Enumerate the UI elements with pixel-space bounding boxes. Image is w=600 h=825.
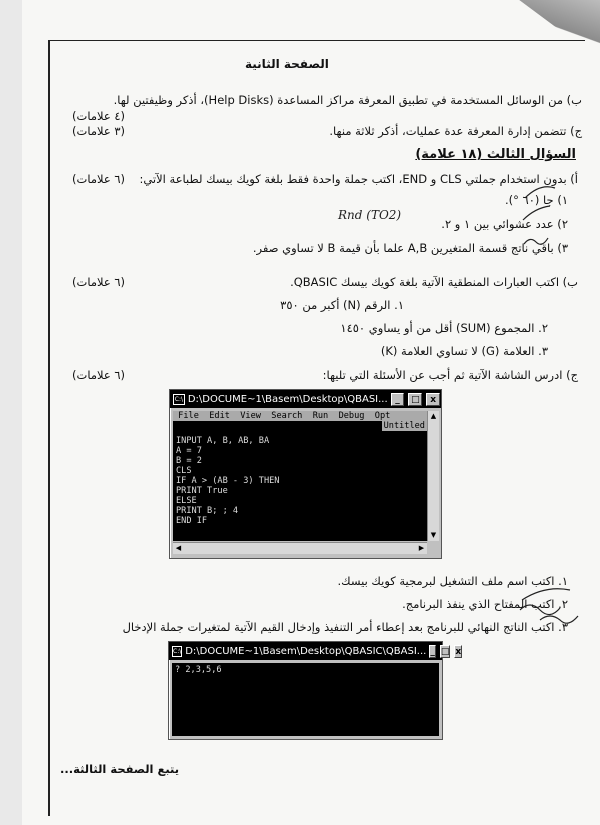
question-3a: أ) بدون استخدام جملتي CLS و END، اكتب جملة واحدة فقط بلغة كويك بيسك لطباعة الآتي: xyxy=(139,172,578,186)
output-screen xyxy=(172,663,439,736)
minimize-button[interactable]: _ xyxy=(391,393,405,406)
question-3c: ج) ادرس الشاشة الآتية ثم أجب عن الأسئلة التي تليها: xyxy=(322,368,578,382)
minimize-button[interactable]: _ xyxy=(430,646,435,657)
code-area[interactable]: INPUT A, B, AB, BA A = 7 B = 2 CLS IF A > (AB - 3) THEN PRINT True ELSE PRINT B; ; 4 END IF xyxy=(176,436,280,526)
question-3c-marks: (٦ علامات) xyxy=(72,368,126,382)
vertical-scrollbar[interactable] xyxy=(427,411,439,541)
close-button[interactable]: x xyxy=(455,646,462,657)
horizontal-scrollbar[interactable] xyxy=(173,542,427,554)
question-3-title: السؤال الثالث (١٨ علامة) xyxy=(415,147,576,162)
check-marks-right-margin xyxy=(520,178,560,258)
editor-screen[interactable] xyxy=(173,411,427,541)
question-b1-marks: (٤ علامات) xyxy=(72,109,126,123)
window-title-bar xyxy=(170,390,441,408)
question-b1: ب) من الوسائل المستخدمة في تطبيق المعرفة مراكز المساعدة (Help Disks)، أذكر وظيفتين لها. xyxy=(113,93,582,107)
qbasic-editor-window xyxy=(169,389,442,559)
question-3a-item-3: ٣) باقي ناتج قسمة المتغيرين A,B علما بأن قيمة B لا تساوي صفر. xyxy=(252,241,568,255)
dos-icon: C:\ xyxy=(174,395,184,403)
window-title: D:\DOCUME~1\Basem\Desktop\QBASI... xyxy=(187,393,388,405)
question-3c-item-2: ٢. اكتب المفتاح الذي ينفذ البرنامج. xyxy=(402,597,568,611)
scroll-up-icon[interactable]: ▲ xyxy=(430,412,437,420)
question-c1-marks: (٣ علامات) xyxy=(72,124,126,138)
output-window-title: D:\DOCUME~1\Basem\Desktop\QBASIC\QBASI... xyxy=(185,645,427,657)
check-marks-lower-margin xyxy=(520,580,600,640)
question-3a-item-1: ١) جا (٦٠ °). xyxy=(504,193,568,207)
close-button[interactable]: x xyxy=(426,393,440,406)
question-3a-marks: (٦ علامات) xyxy=(72,172,126,186)
question-3a-item-2: ٢) عدد عشوائي بين ١ و ٢. xyxy=(441,217,568,231)
maximize-button[interactable]: □ xyxy=(408,393,422,406)
program-output: ? 2,3,5,6 xyxy=(175,665,222,675)
question-3b-item-3: ٣. العلامة (G) لا تساوي العلامة (K) xyxy=(380,344,548,358)
document-title: Untitled xyxy=(383,421,425,431)
scroll-right-icon[interactable]: ▶ xyxy=(418,544,425,552)
question-3b-item-2: ٢. المجموع (SUM) أقل من أو يساوي ١٤٥٠ xyxy=(340,321,548,335)
question-c1: ج) تتضمن إدارة المعرفة عدة عمليات، أذكر ثلاثة منها. xyxy=(329,124,582,138)
scroll-down-icon[interactable]: ▼ xyxy=(430,531,437,539)
maximize-button[interactable]: □ xyxy=(440,646,450,657)
qbasic-output-window xyxy=(168,641,462,740)
scroll-left-icon[interactable]: ◀ xyxy=(175,544,182,552)
page-title: الصفحة الثانية xyxy=(245,57,329,71)
question-3b-item-1: ١. الرقم (N) أكبر من ٣٥٠ xyxy=(280,298,404,312)
question-3c-item-3: ٣. اكتب الناتج النهائي للبرنامج بعد إعطاء أمر التنفيذ وإدخال القيم الآتية لمتغيرات جملة الإدخال xyxy=(122,620,568,634)
question-3b-marks: (٦ علامات) xyxy=(72,275,126,289)
output-window-title-bar xyxy=(169,642,462,660)
handwritten-answer: Rnd (TO2) xyxy=(338,208,402,222)
menu-bar[interactable]: File Edit View Search Run Debug Opt xyxy=(173,411,427,421)
question-3b: ب) اكتب العبارات المنطقية الآتية بلغة كويك بيسك QBASIC. xyxy=(290,275,578,289)
dos-icon: C:\ xyxy=(173,647,182,655)
question-3c-item-1: ١. اكتب اسم ملف التشغيل لبرمجية كويك بيسك. xyxy=(337,574,568,588)
continue-note: يتبع الصفحة الثالثة... xyxy=(60,762,180,776)
